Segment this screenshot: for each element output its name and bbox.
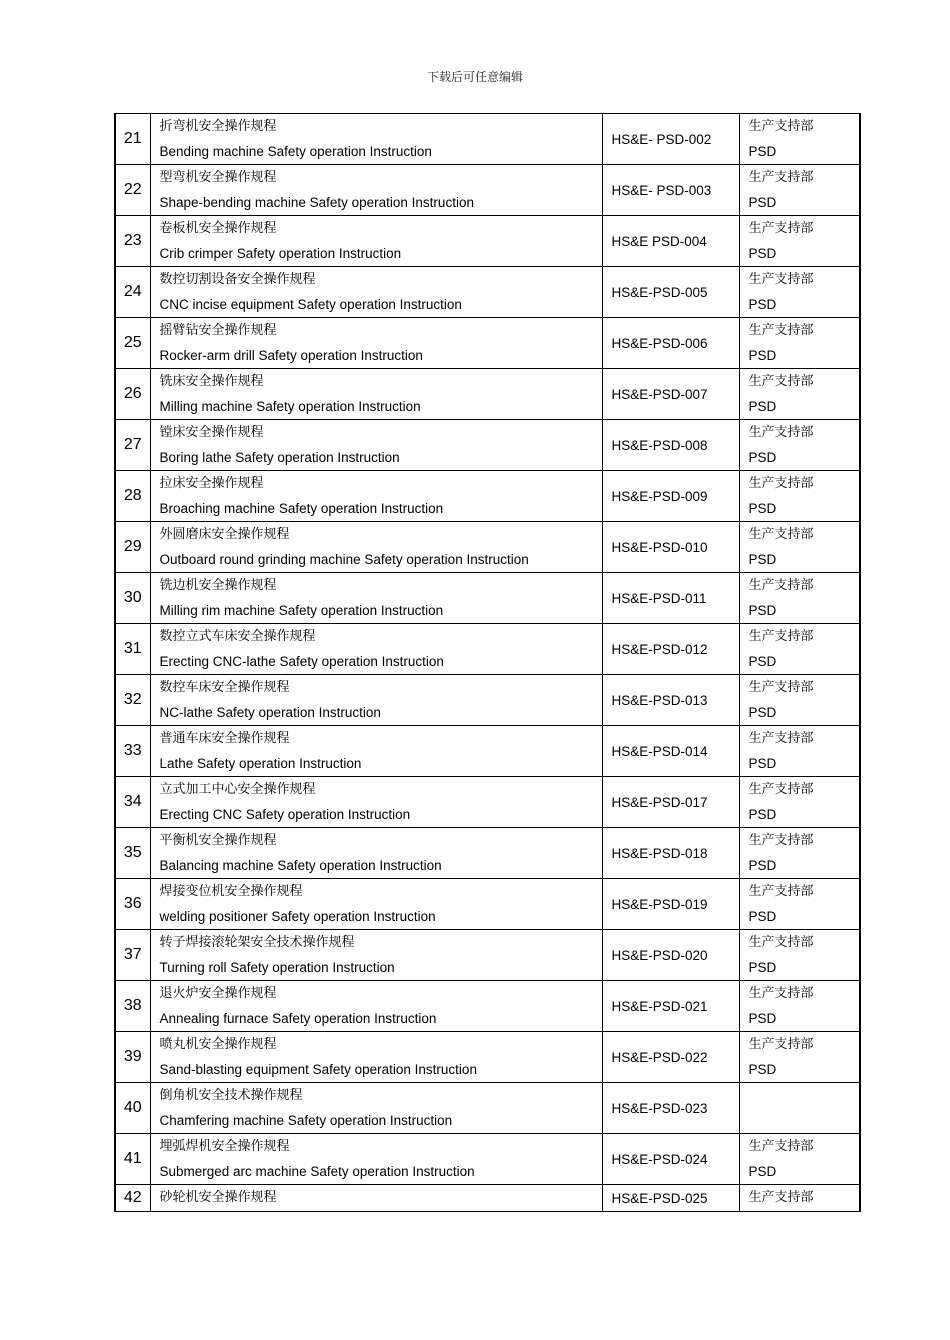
document-code: HS&E-PSD-020 — [602, 930, 739, 981]
department-en: PSD — [748, 858, 777, 873]
procedure-name-en: Turning roll Safety operation Instruction — [159, 960, 395, 975]
procedure-name — [150, 1134, 602, 1185]
document-code: HS&E-PSD-012 — [602, 624, 739, 675]
document-code: HS&E- PSD-002 — [602, 114, 739, 165]
table-row — [115, 981, 860, 1032]
department — [739, 369, 860, 420]
table-row — [115, 879, 860, 930]
procedure-name-zh: 平衡机安全操作规程 — [159, 833, 277, 848]
procedure-name-en: NC-lathe Safety operation Instruction — [159, 705, 381, 720]
department-en: PSD — [748, 399, 777, 414]
document-code: HS&E-PSD-014 — [602, 726, 739, 777]
procedure-name-zh: 数控切割设备安全操作规程 — [159, 272, 316, 287]
department-zh: 生产支持部 — [748, 221, 814, 236]
row-number: 27 — [115, 420, 150, 471]
department — [739, 114, 860, 165]
document-code: HS&E-PSD-024 — [602, 1134, 739, 1185]
row-number: 39 — [115, 1032, 150, 1083]
procedure-name-zh: 砂轮机安全操作规程 — [159, 1190, 277, 1205]
procedure-name — [150, 624, 602, 675]
table-row — [115, 930, 860, 981]
document-code: HS&E-PSD-010 — [602, 522, 739, 573]
document-code: HS&E-PSD-017 — [602, 777, 739, 828]
department-en: PSD — [748, 1164, 777, 1179]
department — [739, 777, 860, 828]
department — [739, 1185, 860, 1212]
department-en: PSD — [748, 1011, 777, 1026]
department — [739, 1134, 860, 1185]
department-zh: 生产支持部 — [748, 323, 814, 338]
department — [739, 165, 860, 216]
table-row — [115, 369, 860, 420]
document-code: HS&E-PSD-005 — [602, 267, 739, 318]
document-code: HS&E-PSD-008 — [602, 420, 739, 471]
document-code: HS&E-PSD-009 — [602, 471, 739, 522]
department — [739, 420, 860, 471]
procedure-name-en: Crib crimper Safety operation Instruction — [159, 246, 402, 261]
table-row — [115, 522, 860, 573]
procedure-name — [150, 1032, 602, 1083]
department-en: PSD — [748, 960, 777, 975]
row-number: 24 — [115, 267, 150, 318]
table-row — [115, 1083, 860, 1134]
row-number: 38 — [115, 981, 150, 1032]
table-row — [115, 1032, 860, 1083]
department-en: PSD — [748, 654, 777, 669]
procedure-name-zh: 数控车床安全操作规程 — [159, 680, 290, 695]
procedure-name-en: Sand-blasting equipment Safety operation Instruction — [159, 1062, 477, 1077]
row-number: 34 — [115, 777, 150, 828]
procedure-name — [150, 981, 602, 1032]
row-number: 25 — [115, 318, 150, 369]
row-number: 40 — [115, 1083, 150, 1134]
row-number: 26 — [115, 369, 150, 420]
row-number: 33 — [115, 726, 150, 777]
department-en: PSD — [748, 807, 777, 822]
row-number: 23 — [115, 216, 150, 267]
procedure-name-zh: 退火炉安全操作规程 — [159, 986, 277, 1001]
department-en: PSD — [748, 705, 777, 720]
department-zh: 生产支持部 — [748, 272, 814, 287]
table-row — [115, 1185, 860, 1212]
department-en: PSD — [748, 603, 777, 618]
procedure-name — [150, 420, 602, 471]
procedure-name-en: Milling rim machine Safety operation Instruction — [159, 603, 444, 618]
procedure-table — [114, 113, 861, 1212]
procedure-name — [150, 675, 602, 726]
department-en: PSD — [748, 1062, 777, 1077]
procedure-name-en: Submerged arc machine Safety operation Instruction — [159, 1164, 475, 1179]
procedure-name — [150, 879, 602, 930]
table-row — [115, 828, 860, 879]
department — [739, 624, 860, 675]
procedure-name — [150, 1185, 602, 1212]
department-zh: 生产支持部 — [748, 374, 814, 389]
procedure-name — [150, 777, 602, 828]
procedure-name-zh: 镗床安全操作规程 — [159, 425, 264, 440]
procedure-name — [150, 471, 602, 522]
procedure-name-en: Bending machine Safety operation Instruction — [159, 144, 432, 159]
department-en: PSD — [748, 501, 777, 516]
document-code: HS&E-PSD-007 — [602, 369, 739, 420]
document-code: HS&E-PSD-006 — [602, 318, 739, 369]
department — [739, 573, 860, 624]
department — [739, 216, 860, 267]
procedure-name-en: Erecting CNC Safety operation Instruction — [159, 807, 411, 822]
procedure-name-en: Broaching machine Safety operation Instruction — [159, 501, 444, 516]
table-row — [115, 726, 860, 777]
procedure-name-en: Boring lathe Safety operation Instruction — [159, 450, 400, 465]
department — [739, 981, 860, 1032]
procedure-name-zh: 倒角机安全技术操作规程 — [159, 1088, 303, 1103]
procedure-name-en: Balancing machine Safety operation Instruction — [159, 858, 442, 873]
table-row — [115, 165, 860, 216]
department-en: PSD — [748, 552, 777, 567]
department-zh: 生产支持部 — [748, 935, 814, 950]
department — [739, 828, 860, 879]
procedure-name — [150, 930, 602, 981]
table-row — [115, 267, 860, 318]
procedure-name-en: Erecting CNC-lathe Safety operation Instruction — [159, 654, 444, 669]
row-number: 29 — [115, 522, 150, 573]
department-zh: 生产支持部 — [748, 476, 814, 491]
procedure-name — [150, 522, 602, 573]
document-code: HS&E-PSD-023 — [602, 1083, 739, 1134]
procedure-name-zh: 型弯机安全操作规程 — [159, 170, 277, 185]
document-code: HS&E-PSD-018 — [602, 828, 739, 879]
procedure-name — [150, 165, 602, 216]
department-en: PSD — [748, 297, 777, 312]
document-code: HS&E-PSD-011 — [602, 573, 739, 624]
row-number: 28 — [115, 471, 150, 522]
procedure-name-zh: 铣边机安全操作规程 — [159, 578, 277, 593]
page-header: 下载后可任意编辑 — [426, 70, 523, 84]
procedure-name-zh: 折弯机安全操作规程 — [159, 119, 277, 134]
procedure-name-en: Outboard round grinding machine Safety operation Instruction — [159, 552, 529, 567]
department-zh: 生产支持部 — [748, 680, 814, 695]
department-zh: 生产支持部 — [748, 119, 814, 134]
row-number: 30 — [115, 573, 150, 624]
document-code: HS&E- PSD-003 — [602, 165, 739, 216]
procedure-name-zh: 立式加工中心安全操作规程 — [159, 782, 316, 797]
procedure-name-en: Lathe Safety operation Instruction — [159, 756, 362, 771]
department-zh: 生产支持部 — [748, 629, 814, 644]
procedure-name-zh: 拉床安全操作规程 — [159, 476, 264, 491]
department-zh: 生产支持部 — [748, 1139, 814, 1154]
department-zh: 生产支持部 — [748, 527, 814, 542]
department — [739, 675, 860, 726]
row-number: 32 — [115, 675, 150, 726]
department-zh: 生产支持部 — [748, 1190, 814, 1205]
department — [739, 726, 860, 777]
department-zh: 生产支持部 — [748, 1037, 814, 1052]
procedure-name — [150, 573, 602, 624]
procedure-name — [150, 114, 602, 165]
procedure-name — [150, 318, 602, 369]
row-number: 21 — [115, 114, 150, 165]
procedure-name-en: welding positioner Safety operation Instruction — [159, 909, 436, 924]
procedure-table-body — [115, 114, 860, 1212]
department-zh: 生产支持部 — [748, 782, 814, 797]
table-row — [115, 573, 860, 624]
table-row — [115, 675, 860, 726]
department-en: PSD — [748, 450, 777, 465]
department — [739, 522, 860, 573]
row-number: 37 — [115, 930, 150, 981]
document-code: HS&E-PSD-025 — [602, 1185, 739, 1212]
procedure-name — [150, 267, 602, 318]
procedure-name-en: Shape-bending machine Safety operation Instruction — [159, 195, 474, 210]
department-en: PSD — [748, 756, 777, 771]
row-number: 31 — [115, 624, 150, 675]
table-row — [115, 777, 860, 828]
procedure-name-zh: 喷丸机安全操作规程 — [159, 1037, 277, 1052]
department-en: PSD — [748, 246, 777, 261]
procedure-name — [150, 1083, 602, 1134]
department-zh: 生产支持部 — [748, 425, 814, 440]
department — [739, 1083, 860, 1134]
procedure-name-zh: 埋弧焊机安全操作规程 — [159, 1139, 290, 1154]
department-en: PSD — [748, 909, 777, 924]
table-row — [115, 216, 860, 267]
table-row — [115, 624, 860, 675]
procedure-name-zh: 摇臂钻安全操作规程 — [159, 323, 277, 338]
procedure-name-en: Chamfering machine Safety operation Instruction — [159, 1113, 453, 1128]
department-zh: 生产支持部 — [748, 833, 814, 848]
procedure-name-zh: 焊接变位机安全操作规程 — [159, 884, 303, 899]
procedure-name — [150, 369, 602, 420]
row-number: 22 — [115, 165, 150, 216]
table-row — [115, 318, 860, 369]
row-number: 35 — [115, 828, 150, 879]
procedure-name-en: Annealing furnace Safety operation Instruction — [159, 1011, 437, 1026]
department — [739, 267, 860, 318]
table-row — [115, 471, 860, 522]
row-number: 41 — [115, 1134, 150, 1185]
procedure-name — [150, 828, 602, 879]
department — [739, 930, 860, 981]
procedure-name-zh: 外圆磨床安全操作规程 — [159, 527, 290, 542]
document-code: HS&E-PSD-019 — [602, 879, 739, 930]
document-code: HS&E PSD-004 — [602, 216, 739, 267]
department — [739, 1032, 860, 1083]
row-number: 36 — [115, 879, 150, 930]
department — [739, 879, 860, 930]
table-row — [115, 420, 860, 471]
procedure-name-zh: 普通车床安全操作规程 — [159, 731, 290, 746]
department-zh: 生产支持部 — [748, 731, 814, 746]
procedure-name-zh: 数控立式车床安全操作规程 — [159, 629, 316, 644]
document-code: HS&E-PSD-013 — [602, 675, 739, 726]
department-zh: 生产支持部 — [748, 170, 814, 185]
procedure-name — [150, 726, 602, 777]
department-zh: 生产支持部 — [748, 884, 814, 899]
document-code: HS&E-PSD-022 — [602, 1032, 739, 1083]
document-code: HS&E-PSD-021 — [602, 981, 739, 1032]
department-en: PSD — [748, 348, 777, 363]
procedure-name — [150, 216, 602, 267]
procedure-name-en: CNC incise equipment Safety operation Instruction — [159, 297, 462, 312]
department-en: PSD — [748, 144, 777, 159]
procedure-name-zh: 铣床安全操作规程 — [159, 374, 264, 389]
table-row — [115, 114, 860, 165]
department-zh: 生产支持部 — [748, 986, 814, 1001]
procedure-name-en: Milling machine Safety operation Instruction — [159, 399, 421, 414]
department-zh: 生产支持部 — [748, 578, 814, 593]
department — [739, 471, 860, 522]
table-row — [115, 1134, 860, 1185]
procedure-name-zh: 卷板机安全操作规程 — [159, 221, 277, 236]
procedure-name-en: Rocker-arm drill Safety operation Instruction — [159, 348, 423, 363]
row-number: 42 — [115, 1185, 150, 1212]
department-en: PSD — [748, 195, 777, 210]
department — [739, 318, 860, 369]
procedure-name-zh: 转子焊接滚轮架安全技术操作规程 — [159, 935, 355, 950]
